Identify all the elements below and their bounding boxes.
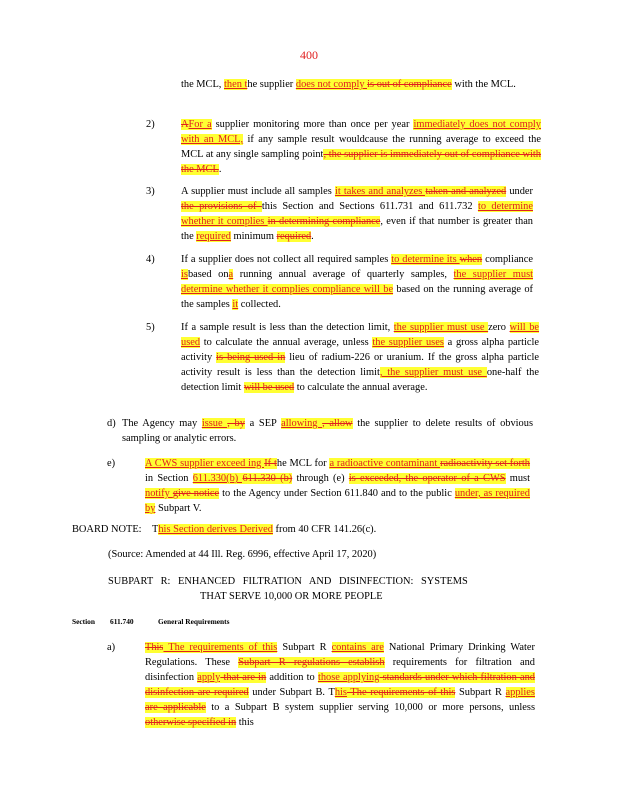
text-run: minimum [230,231,277,242]
text-run: based on [187,269,229,280]
text-run: running annual average of quarterly samples, [233,269,454,280]
text-run: T [152,524,159,535]
item-3-text [181,184,533,244]
deleted-text: , the supplier is immediately out of compliance with the MCL [181,149,541,175]
inserted-text: will be used [181,322,539,348]
inserted-text: those applying [317,672,380,683]
item-5-label: 5) [146,322,155,333]
deleted-text: , allow [322,418,353,429]
text-run: National Primary Drinking Water Regulations. These [145,642,535,668]
inserted-text: the supplier must determine whether it complies compliance will be [181,269,533,295]
text-run: . [311,231,314,242]
text-run: to calculate the annual average. [294,382,428,393]
text-run: through (e) [292,473,349,484]
text-run: in Section [145,473,193,484]
deleted-text: , by [227,418,245,429]
item-4-label: 4) [146,254,155,265]
inserted-text: a [228,269,234,280]
item-a-label: a) [107,642,116,653]
text-run: Subpart R [455,687,506,698]
item-a-text [145,640,535,730]
deleted-text: is out of compliance [367,79,452,90]
text-run: supplier monitoring more than once per year [211,119,414,130]
inserted-text: A CWS supplier exceed ing [145,458,265,469]
deleted-text: standards under which filtration and disinfection are required [145,672,535,698]
inserted-text: it takes and analyzes [334,186,426,197]
deleted-text: 611.330 (b) [242,473,293,484]
text-run: from 40 CFR 141.26(c). [272,524,377,535]
deleted-text: This [145,642,164,653]
text-run: this [236,717,254,728]
inserted-text: 611.330(b) [192,473,243,484]
inserted-text: it [232,299,239,310]
board-note-label: BOARD NOTE: [72,524,142,535]
page-number: 400 [300,48,318,62]
text-run: he supplier [247,79,296,90]
text-run: to calculate the annual average, unless [200,337,373,348]
inserted-text: immediately does not comply with an MCL, [181,119,541,145]
inserted-text: then t [224,79,248,90]
text-run: A supplier must include all samples [181,186,335,197]
deleted-text: The requirements of this [346,687,456,698]
inserted-text: the supplier uses [372,337,444,348]
deleted-text: the provisions of [181,201,262,212]
text-run: to the Agency under Section 611.840 and to the public [219,488,455,499]
text-run: Subpart R [277,642,332,653]
deleted-text: If t [264,458,277,469]
inserted-text: applies [505,687,535,698]
text-run: if any sample result would [243,134,365,145]
text-run: a SEP [244,418,282,429]
item-e-label: e) [107,458,116,469]
inserted-text: issue [201,418,228,429]
deleted-text: give notice [172,488,220,499]
inserted-text: allowing [281,418,323,429]
inserted-text: does not comply [295,79,368,90]
inserted-text: under, as required by [145,488,530,514]
text-run: collected. [238,299,281,310]
section-number: 611.740 [110,617,134,626]
item-d-text [122,416,533,446]
deleted-text: required [276,231,312,242]
text-run: based on the running average of the samples [181,284,533,310]
deleted-text: in determining compliance [267,216,381,227]
item-5-text [181,320,539,395]
deleted-text: radioactivity set forth [440,458,531,469]
inserted-text: , the supplier must use [379,367,487,378]
deleted-text: is exceeded, the operator of a CWS [348,473,506,484]
source-note: (Source: Amended at 44 Ill. Reg. 6996, effective April 17, 2020) [108,549,377,560]
inserted-text: apply [197,672,221,683]
text-run: with the MCL. [451,79,516,90]
text-run: he MCL for [276,458,330,469]
deleted-text: will be used [243,382,295,393]
text-run: this Section and Sections 611.731 and 611.732 [261,201,478,212]
text-run: under Subpart B. T [248,687,335,698]
text-run: a gross alpha particle activity [181,337,539,363]
inserted-text: his Section derives Derived [158,524,273,535]
text-run: addition to [266,672,318,683]
inserted-text: to determine whether it complies [181,201,533,227]
inserted-text: For a [188,119,212,130]
text-run: If a sample result is less than the detection limit, [181,322,394,333]
text-run: compliance [482,254,533,265]
text-run: Subpart V. [155,503,202,514]
inserted-text: notify [145,488,173,499]
text-run: must [505,473,530,484]
text-run: to a Subpart B system supplier serving 10,000 or more persons, unless [205,702,535,713]
text-run: lieu of radium-226 or uranium. If the gross alpha particle activity result is less than the detection limit [181,352,539,378]
text-run: under [506,186,533,197]
deleted-text: A [181,119,189,130]
inserted-text: a radioactive contaminant [329,458,441,469]
section-title: General Requirements [158,617,230,626]
inserted-text: contains are [331,642,384,653]
inserted-text: The requirements of this [163,642,278,653]
text-run: cause the running average to exceed the MCL at any single sampling point [181,134,541,160]
item-4-text [181,252,533,312]
board-note-text [152,522,452,537]
deleted-text: is being used in [216,352,286,363]
inserted-text: to determine its [391,254,460,265]
inserted-text: the supplier must use [393,322,489,333]
item-2-text [181,117,541,177]
continued-paragraph [181,77,533,92]
deleted-text: Subpart R regulations establish [238,657,385,668]
text-run: the supplier to delete results of obvious sampling or analytic errors. [122,418,533,444]
deleted-text: taken and analyzed [425,186,507,197]
deleted-text: that are in [220,672,267,683]
item-e-text [145,456,530,516]
item-2-label: 2) [146,119,155,130]
inserted-text: his [334,687,347,698]
text-run: zero [488,322,510,333]
deleted-text: when [459,254,483,265]
text-run: If a supplier does not collect all required samples [181,254,392,265]
text-run: . [218,164,222,175]
subpart-heading-line-1: SUBPART R: ENHANCED FILTRATION AND DISINFECTION: SYSTEMS [108,576,468,587]
text-run: The Agency may [122,418,202,429]
deleted-text: otherwise specified in [145,717,237,728]
deleted-text: are applicable [145,702,206,713]
text-run: , even if that number is greater than the [181,216,533,242]
inserted-text: is [181,269,188,280]
text-run: the MCL, [181,79,225,90]
section-word: Section [72,617,95,626]
subpart-heading-line-2: THAT SERVE 10,000 OR MORE PEOPLE [200,591,383,602]
inserted-text: required [196,231,231,242]
text-run: one-half the detection limit [181,367,539,393]
item-3-label: 3) [146,186,155,197]
text-run: requirements for filtration and disinfection [145,657,535,683]
item-d-label: d) [107,418,116,429]
